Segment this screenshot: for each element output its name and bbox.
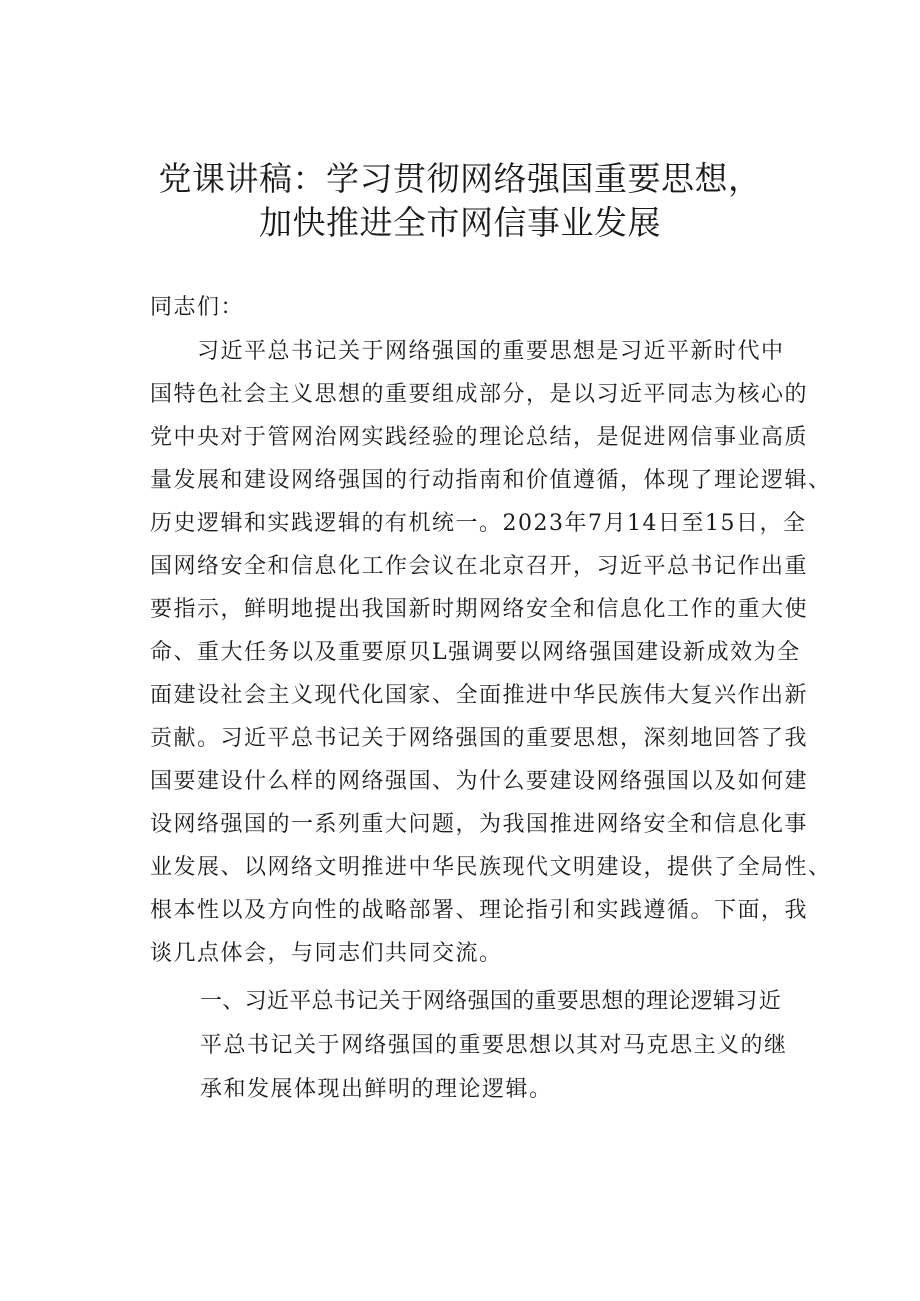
paragraph-line: 贡献。习近平总书记关于网络强国的重要思想，深刻地回答了我	[150, 726, 809, 751]
document-title-line-2: 加快推进全市网信事业发展	[259, 203, 661, 242]
paragraph-line: 国网络安全和信息化工作会议在北京召开，习近平总书记作出重	[150, 554, 809, 579]
section-paragraph-line: 承和发展体现出鲜明的理论逻辑。	[200, 1077, 553, 1102]
paragraph-line: 党中央对于管网治网实践经验的理论总结，是促进网信事业高质	[150, 425, 809, 450]
paragraph-line: 谈几点体会，与同志们共同交流。	[150, 941, 503, 966]
paragraph-line: 要指示，鲜明地提出我国新时期网络安全和信息化工作的重大使	[150, 597, 809, 622]
paragraph-line: 设网络强国的一系列重大问题，为我国推进网络安全和信息化事	[150, 812, 809, 837]
paragraph-line: 命、重大任务以及重要原贝L强调要以网络强国建设新成效为全	[150, 640, 801, 665]
section-paragraph-line: 平总书记关于网络强国的重要思想以其对马克思主义的继	[200, 1033, 788, 1058]
paragraph-line: 国特色社会主义思想的重要组成部分，是以习近平同志为核心的	[150, 382, 809, 407]
paragraph-line: 面建设社会主义现代化国家、全面推进中华民族伟大复兴作出新	[150, 683, 809, 708]
section-heading	[200, 984, 782, 1020]
paragraph-line: 历史逻辑和实践逻辑的有机统一。2023年7月14日至15日，全	[150, 511, 807, 536]
document-title-line-1: 党课讲稿：学习贯彻网络强国重要思想，	[158, 159, 762, 198]
section-heading-text: 一、习近平总书记关于网络强国的重要思想的理论逻辑	[200, 989, 736, 1014]
salutation: 同志们：	[150, 295, 245, 320]
paragraph-line: 习近平总书记关于网络强国的重要思想是习近平新时代中	[150, 339, 785, 364]
paragraph-line: 国要建设什么样的网络强国、为什么要建设网络强国以及如何建	[150, 769, 809, 794]
paragraph-line: 根本性以及方向性的战略部署、理论指引和实践遵循。下面，我	[150, 898, 809, 923]
paragraph-line: 量发展和建设网络强国的行动指南和价值遵循，体现了理论逻辑、	[150, 468, 832, 493]
section-heading-continuation: 习近	[735, 989, 783, 1014]
paragraph-line: 业发展、以网络文明推进中华民族现代文明建设，提供了全局性、	[150, 855, 832, 880]
